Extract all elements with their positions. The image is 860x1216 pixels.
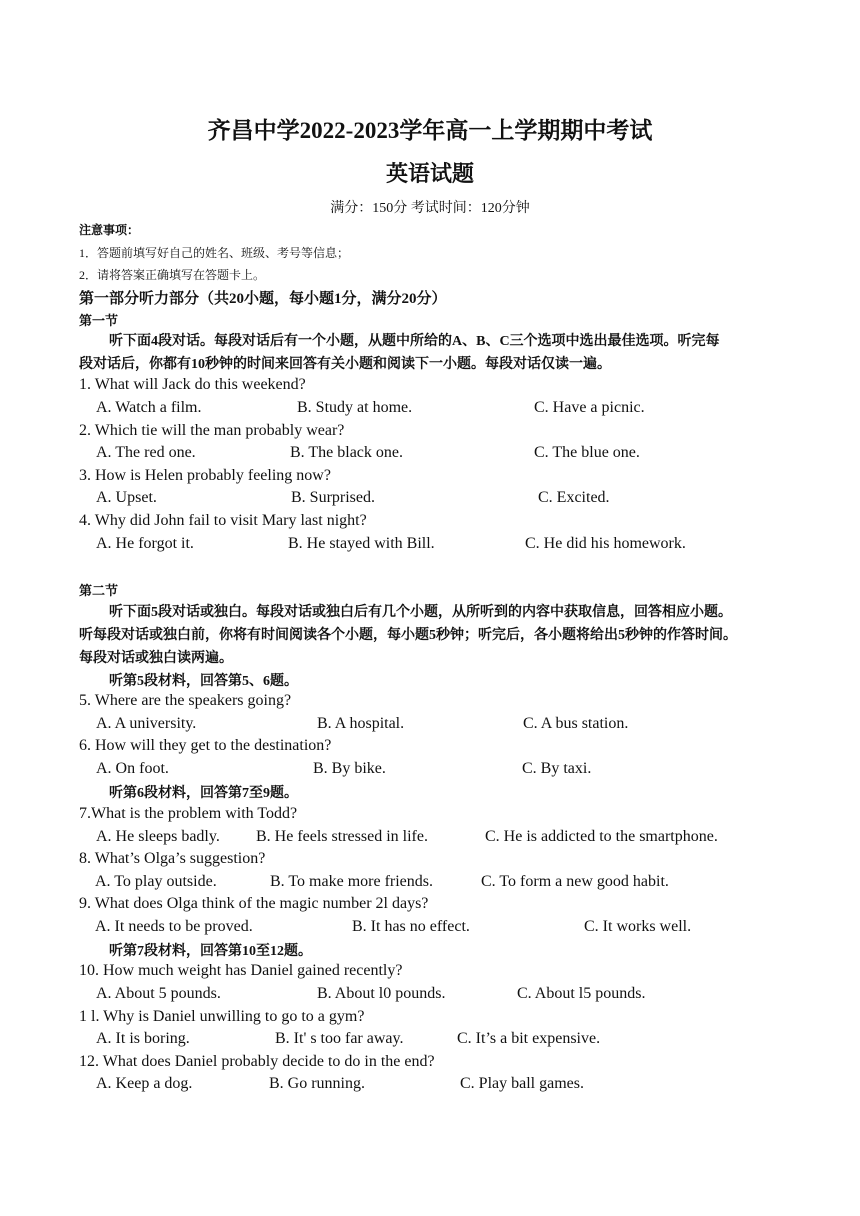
material-hint: 听第7段材料，回答第10至12题。 <box>109 944 312 959</box>
section-instruction: 段对话后，你都有10秒钟的时间来回答有关小题和阅读下一小题。每段对话仅读一遍。 <box>79 357 611 372</box>
score-time: 满分：150分 考试时间：120分钟 <box>330 201 530 216</box>
note-item: 2．请将答案正确填写在答题卡上。 <box>79 268 266 282</box>
option-a: A. Watch a film. <box>96 399 202 416</box>
material-hint: 听第6段材料，回答第7至9题。 <box>109 786 298 801</box>
option-b: B. The black one. <box>290 444 404 461</box>
question: 2. Which tie will the man probably wear? <box>79 422 345 439</box>
option-a: A. It is boring. <box>96 1030 190 1047</box>
option-b: B. A hospital. <box>317 715 405 732</box>
option-a: A. He forgot it. <box>96 535 194 552</box>
option-c: C. He did his homework. <box>525 535 686 552</box>
section-instruction: 每段对话或独白读两遍。 <box>79 651 233 666</box>
question: 4. Why did John fail to visit Mary last night? <box>79 512 367 529</box>
option-a: A. He sleeps badly. <box>96 828 220 845</box>
material-hint: 听第5段材料，回答第5、6题。 <box>109 674 298 689</box>
option-c: C. About l5 pounds. <box>517 985 646 1002</box>
note-item: 1．答题前填写好自己的姓名、班级、考号等信息； <box>79 246 350 260</box>
option-a: A. It needs to be proved. <box>95 918 253 935</box>
option-c: C. Play ball games. <box>460 1075 584 1092</box>
option-b: B. About l0 pounds. <box>317 985 446 1002</box>
question: 6. How will they get to the destination? <box>79 737 332 754</box>
option-b: B. Study at home. <box>297 399 413 416</box>
exam-title: 齐昌中学2022-2023学年高一上学期期中考试 <box>207 118 653 143</box>
section-instruction: 听下面5段对话或独白。每段对话或独白后有几个小题，从所听到的内容中获取信息，回答相应小题。 <box>109 605 732 620</box>
question: 12. What does Daniel probably decide to do in the end? <box>79 1053 435 1070</box>
option-b: B. By bike. <box>313 760 386 777</box>
option-c: C. A bus station. <box>523 715 629 732</box>
option-a: A. A university. <box>96 715 197 732</box>
question: 5. Where are the speakers going? <box>79 692 292 709</box>
question: 9. What does Olga think of the magic number 2l days? <box>79 895 429 912</box>
option-b: B. It has no effect. <box>352 918 470 935</box>
option-b: B. Surprised. <box>291 489 375 506</box>
question: 8. What’s Olga’s suggestion? <box>79 850 266 867</box>
section-instruction: 听下面4段对话。每段对话后有一个小题，从题中所给的A、B、C三个选项中选出最佳选项。听完每 <box>109 334 720 349</box>
exam-subject: 英语试题 <box>385 161 474 186</box>
option-c: C. Excited. <box>538 489 610 506</box>
option-b: B. To make more friends. <box>270 873 433 890</box>
option-c: C. By taxi. <box>522 760 592 777</box>
option-a: A. The red one. <box>96 444 196 461</box>
question: 7.What is the problem with Todd? <box>79 805 298 822</box>
option-c: C. He is addicted to the smartphone. <box>485 828 718 845</box>
option-a: A. Upset. <box>96 489 157 506</box>
part-title: 第一部分听力部分（共20小题，每小题1分，满分20分） <box>79 291 447 307</box>
option-c: C. It works well. <box>584 918 692 935</box>
option-a: A. About 5 pounds. <box>96 985 221 1002</box>
option-a: A. To play outside. <box>95 873 217 890</box>
option-a: A. Keep a dog. <box>96 1075 193 1092</box>
option-b: B. He feels stressed in life. <box>256 828 428 845</box>
question: 1. What will Jack do this weekend? <box>79 376 306 393</box>
option-b: B. He stayed with Bill. <box>288 535 435 552</box>
question: 3. How is Helen probably feeling now? <box>79 467 331 484</box>
option-b: B. It' s too far away. <box>275 1030 404 1047</box>
question: 10. How much weight has Daniel gained recently? <box>79 962 403 979</box>
option-c: C. The blue one. <box>534 444 640 461</box>
notes-heading: 注意事项： <box>79 223 140 237</box>
option-c: C. Have a picnic. <box>534 399 645 416</box>
option-a: A. On foot. <box>96 760 169 777</box>
section-instruction: 听每段对话或独白前，你将有时间阅读各个小题，每小题5秒钟；听完后，各小题将给出5秒钟的作答时间。 <box>79 628 737 643</box>
option-c: C. It’s a bit expensive. <box>457 1030 601 1047</box>
question: 1 l. Why is Daniel unwilling to go to a gym? <box>79 1008 365 1025</box>
section-heading: 第二节 <box>79 583 119 598</box>
option-b: B. Go running. <box>269 1075 365 1092</box>
section-heading: 第一节 <box>79 313 119 328</box>
option-c: C. To form a new good habit. <box>481 873 669 890</box>
